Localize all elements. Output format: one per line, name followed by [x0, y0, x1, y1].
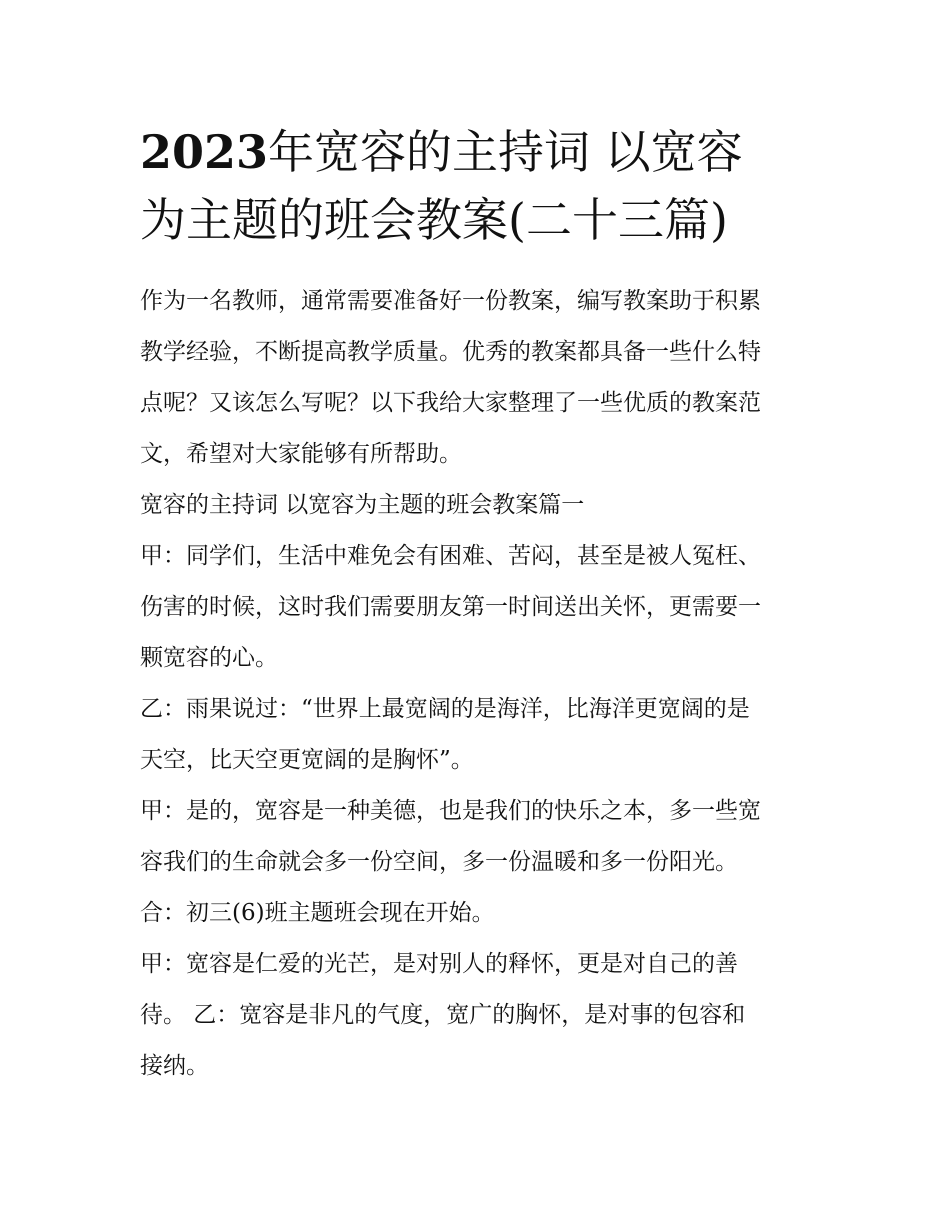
dialogue-line: 接纳。 [140, 1053, 209, 1079]
section-heading: 宽容的主持词 以宽容为主题的班会教案篇一 [140, 492, 585, 518]
dialogue-line: 伤害的时候，这时我们需要朋友第一时间送出关怀，更需要一 [140, 594, 761, 620]
document-title [140, 118, 820, 254]
title-line-2: 为主题的班会教案(二十三篇) [140, 193, 728, 247]
intro-line: 点呢？又该怎么写呢？以下我给大家整理了一些优质的教案范 [140, 390, 761, 416]
title-line-1-text: 年宽容的主持词 以宽容 [268, 125, 743, 179]
dialogue-line: 待。 乙：宽容是非凡的气度，宽广的胸怀，是对事的包容和 [140, 1002, 746, 1028]
intro-line: 文，希望对大家能够有所帮助。 [140, 441, 462, 467]
dialogue-line: 乙：雨果说过：“世界上最宽阔的是海洋，比海洋更宽阔的是 [140, 696, 750, 722]
title-line-1 [140, 118, 820, 186]
dialogue-line: 甲：是的，宽容是一种美德，也是我们的快乐之本，多一些宽 [140, 798, 761, 824]
dialogue-line: 天空，比天空更宽阔的是胸怀”。 [140, 747, 474, 773]
dialogue-line: 甲：宽容是仁爱的光芒，是对别人的释怀，更是对自己的善 [140, 951, 738, 977]
title-year: 2023 [140, 125, 269, 179]
dialogue-line: 合：初三(6)班主题班会现在开始。 [140, 900, 495, 926]
document-body [140, 276, 820, 1092]
dialogue-line: 颗宽容的心。 [140, 645, 278, 671]
intro-line: 教学经验，不断提高教学质量。优秀的教案都具备一些什么特 [140, 339, 761, 365]
dialogue-line: 甲：同学们，生活中难免会有困难、苦闷，甚至是被人冤枉、 [140, 543, 761, 569]
dialogue-line: 容我们的生命就会多一份空间，多一份温暖和多一份阳光。 [140, 849, 738, 875]
intro-line: 作为一名教师，通常需要准备好一份教案，编写教案助于积累 [140, 288, 761, 314]
